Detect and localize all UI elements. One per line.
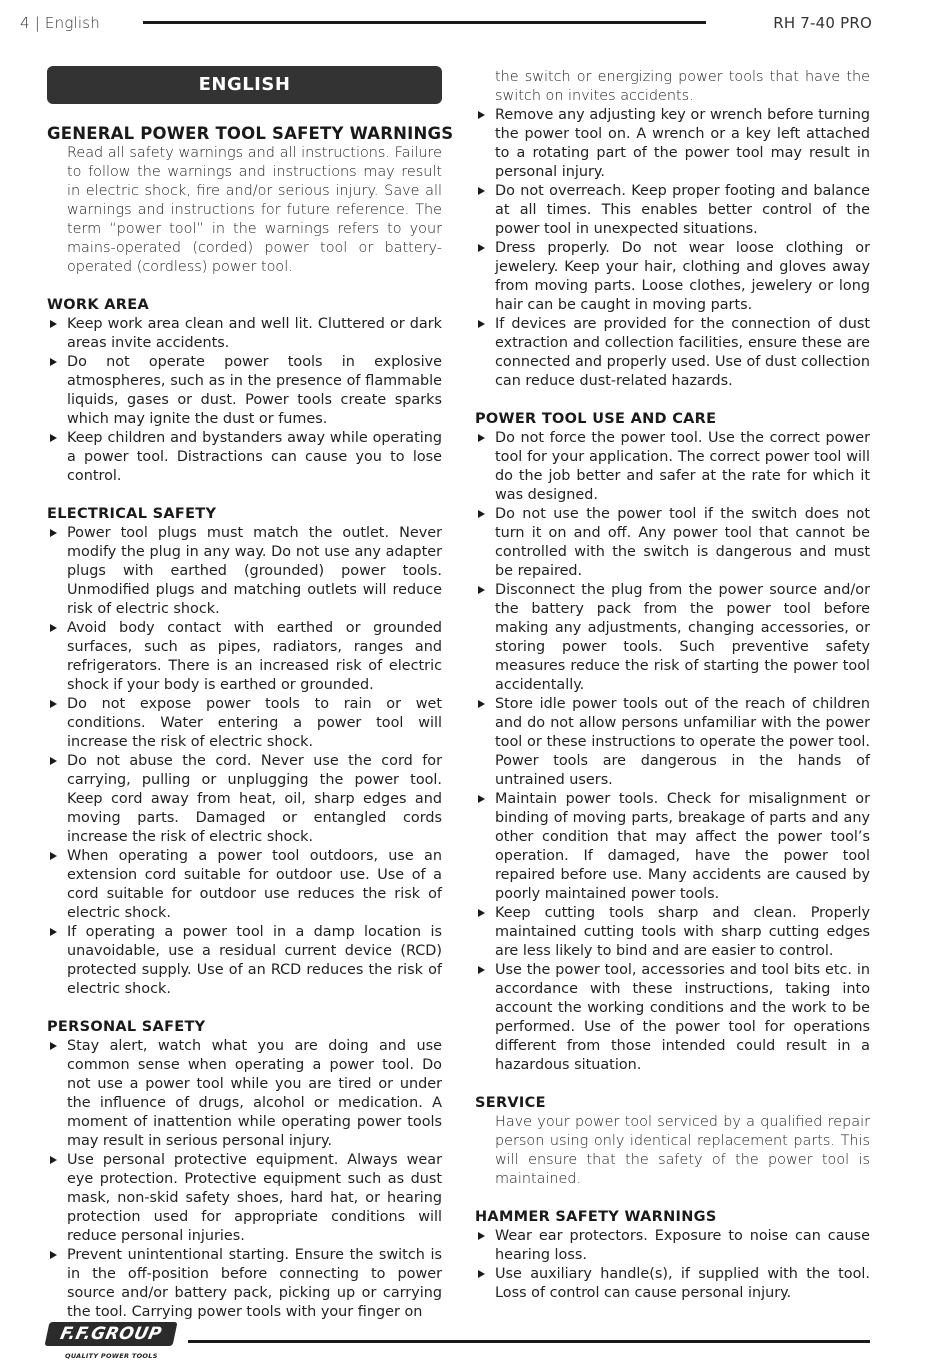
list-item: Do not operate power tools in explosive atmospheres, such as in the presence of flammable liquids, gases or dust. Power tools create sparks which may ignite the dust or fumes. (47, 353, 442, 429)
section-title-electrical-safety: ELECTRICAL SAFETY (47, 506, 217, 522)
bullet-arrow-icon (50, 928, 57, 936)
section-title-work-area: WORK AREA (47, 297, 149, 313)
bullet-arrow-icon (50, 624, 57, 632)
language-banner: ENGLISH (47, 66, 442, 104)
list-item: Keep work area clean and well lit. Cluttered or dark areas invite accidents. (47, 315, 442, 353)
list-item: Do not expose power tools to rain or wet conditions. Water entering a power tool will increase the risk of electric shock. (47, 695, 442, 752)
page-footer (0, 1318, 950, 1364)
electrical-safety-list (47, 524, 442, 999)
bullet-arrow-icon (50, 434, 57, 442)
section-title-personal-safety: PERSONAL SAFETY (47, 1019, 206, 1035)
list-item: If devices are provided for the connection of dust extraction and collection facilities, ensure these are connected and properly used. Use of dust collection can reduce dust-related hazards. (475, 315, 870, 391)
left-column (47, 66, 454, 1322)
list-item: Use the power tool, accessories and tool bits etc. in accordance with these instructions, taking into account the working conditions and the work to be performed. Use of the power tool for operations different from those intended could result in a hazardous situation. (475, 961, 870, 1075)
page-number: 4 | English (20, 14, 100, 32)
tool-use-list (475, 429, 870, 1075)
header-divider (143, 21, 706, 24)
bullet-arrow-icon (50, 358, 57, 366)
continued-paragraph: the switch or energizing power tools that have the switch on invites accidents. (495, 69, 870, 104)
section-title-service: SERVICE (475, 1095, 546, 1111)
list-item: When operating a power tool outdoors, use an extension cord suitable for outdoor use. Use of a cord suitable for outdoor use reduces the risk of electric shock. (47, 847, 442, 923)
personal-safety-list (47, 1037, 442, 1322)
bullet-arrow-icon (478, 510, 485, 518)
list-item: Keep cutting tools sharp and clean. Properly maintained cutting tools with sharp cutting edges are less likely to bind and are easier to control. (475, 904, 870, 961)
personal-safety-list-continued (475, 106, 870, 391)
logo-tagline: QUALITY POWER TOOLS (65, 1352, 158, 1360)
list-item: Avoid body contact with earthed or grounded surfaces, such as pipes, radiators, ranges and refrigerators. There is an increased risk of electric shock if your body is earthed or grounded. (47, 619, 442, 695)
bullet-arrow-icon (50, 757, 57, 765)
footer-divider (188, 1340, 870, 1343)
list-item: Use personal protective equipment. Always wear eye protection. Protective equipment such as dust mask, non-skid safety shoes, hard hat, or hearing protection used for appropriate conditions will reduce personal injuries. (47, 1151, 442, 1246)
hammer-list (475, 1227, 870, 1303)
list-item: Dress properly. Do not wear loose clothing or jewelery. Keep your hair, clothing and gloves away from moving parts. Loose clothes, jewelery or long hair can be caught in moving parts. (475, 239, 870, 315)
list-item: Disconnect the plug from the power source and/or the battery pack from the power tool before making any adjustments, changing accessories, or storing power tools. Such preventive safety measures reduce the risk of starting the power tool accidentally. (475, 581, 870, 695)
work-area-list (47, 315, 442, 486)
bullet-arrow-icon (478, 244, 485, 252)
bullet-arrow-icon (478, 187, 485, 195)
main-title: GENERAL POWER TOOL SAFETY WARNINGS (47, 124, 454, 143)
list-item: Do not use the power tool if the switch does not turn it on and off. Any power tool that cannot be controlled with the switch is dangerous and must be repaired. (475, 505, 870, 581)
bullet-arrow-icon (478, 111, 485, 119)
model-name: RH 7-40 PRO (773, 14, 872, 32)
list-item: Store idle power tools out of the reach of children and do not allow persons unfamiliar with the power tool or these instructions to operate the power tool. Power tools are dangerous in the hands of untrained users. (475, 695, 870, 790)
bullet-arrow-icon (478, 586, 485, 594)
list-item: If operating a power tool in a damp location is unavoidable, use a residual current device (RCD) protected supply. Use of an RCD reduces the risk of electric shock. (47, 923, 442, 999)
bullet-arrow-icon (478, 795, 485, 803)
list-item: Do not force the power tool. Use the correct power tool for your application. The correct power tool will do the job better and safer at the rate for which it was designed. (475, 429, 870, 505)
list-item: Remove any adjusting key or wrench before turning the power tool on. A wrench or a key left attached to a rotating part of the power tool may result in personal injury. (475, 106, 870, 182)
bullet-arrow-icon (478, 1232, 485, 1240)
bullet-arrow-icon (50, 529, 57, 537)
bullet-arrow-icon (478, 320, 485, 328)
bullet-arrow-icon (50, 852, 57, 860)
bullet-arrow-icon (478, 434, 485, 442)
page-header (0, 12, 950, 38)
list-item: Wear ear protectors. Exposure to noise can cause hearing loss. (475, 1227, 870, 1265)
list-item: Prevent unintentional starting. Ensure the switch is in the off-position before connecting to power source and/or battery pack, picking up or carrying the tool. Carrying power tools with your finger on (47, 1246, 442, 1322)
bullet-arrow-icon (478, 966, 485, 974)
logo-wordmark: F.F.GROUP (44, 1322, 177, 1346)
list-item: Maintain power tools. Check for misalignment or binding of moving parts, breakage of parts and any other condition that may affect the power tool’s operation. If damaged, have the power tool repaired before use. Many accidents are caused by poorly maintained power tools. (475, 790, 870, 904)
service-paragraph: Have your power tool serviced by a qualified repair person using only identical replacement parts. This will ensure that the safety of the power tool is maintained. (495, 1114, 870, 1187)
bullet-arrow-icon (50, 1251, 57, 1259)
bullet-arrow-icon (50, 1156, 57, 1164)
bullet-arrow-icon (478, 1270, 485, 1278)
bullet-arrow-icon (478, 700, 485, 708)
bullet-arrow-icon (50, 1042, 57, 1050)
intro-paragraph: Read all safety warnings and all instructions. Failure to follow the warnings and instructions may result in electric shock, fire and/or serious injury. Save all warnings and instructions for future reference. The term “power tool” in the warnings refers to your mains-operated (corded) power tool or battery-operated (cordless) power tool. (67, 145, 442, 275)
list-item: Power tool plugs must match the outlet. Never modify the plug in any way. Do not use any adapter plugs with earthed (grounded) power tools. Unmodified plugs and matching outlets will reduce risk of electric shock. (47, 524, 442, 619)
list-item: Do not abuse the cord. Never use the cord for carrying, pulling or unplugging the power tool. Keep cord away from heat, oil, sharp edges and moving parts. Damaged or entangled cords increase the risk of electric shock. (47, 752, 442, 847)
section-title-tool-use: POWER TOOL USE AND CARE (475, 411, 717, 427)
list-item: Use auxiliary handle(s), if supplied with the tool. Loss of control can cause personal injury. (475, 1265, 870, 1303)
bullet-arrow-icon (478, 909, 485, 917)
section-title-hammer: HAMMER SAFETY WARNINGS (475, 1209, 717, 1225)
brand-logo (47, 1322, 175, 1360)
list-item: Keep children and bystanders away while operating a power tool. Distractions can cause you to lose control. (47, 429, 442, 486)
list-item: Do not overreach. Keep proper footing and balance at all times. This enables better control of the power tool in unexpected situations. (475, 182, 870, 239)
list-item: Stay alert, watch what you are doing and use common sense when operating a power tool. Do not use a power tool while you are tired or under the influence of drugs, alcohol or medication. A moment of inattention while operating power tools may result in serious personal injury. (47, 1037, 442, 1151)
right-column (475, 68, 870, 1303)
bullet-arrow-icon (50, 320, 57, 328)
bullet-arrow-icon (50, 700, 57, 708)
